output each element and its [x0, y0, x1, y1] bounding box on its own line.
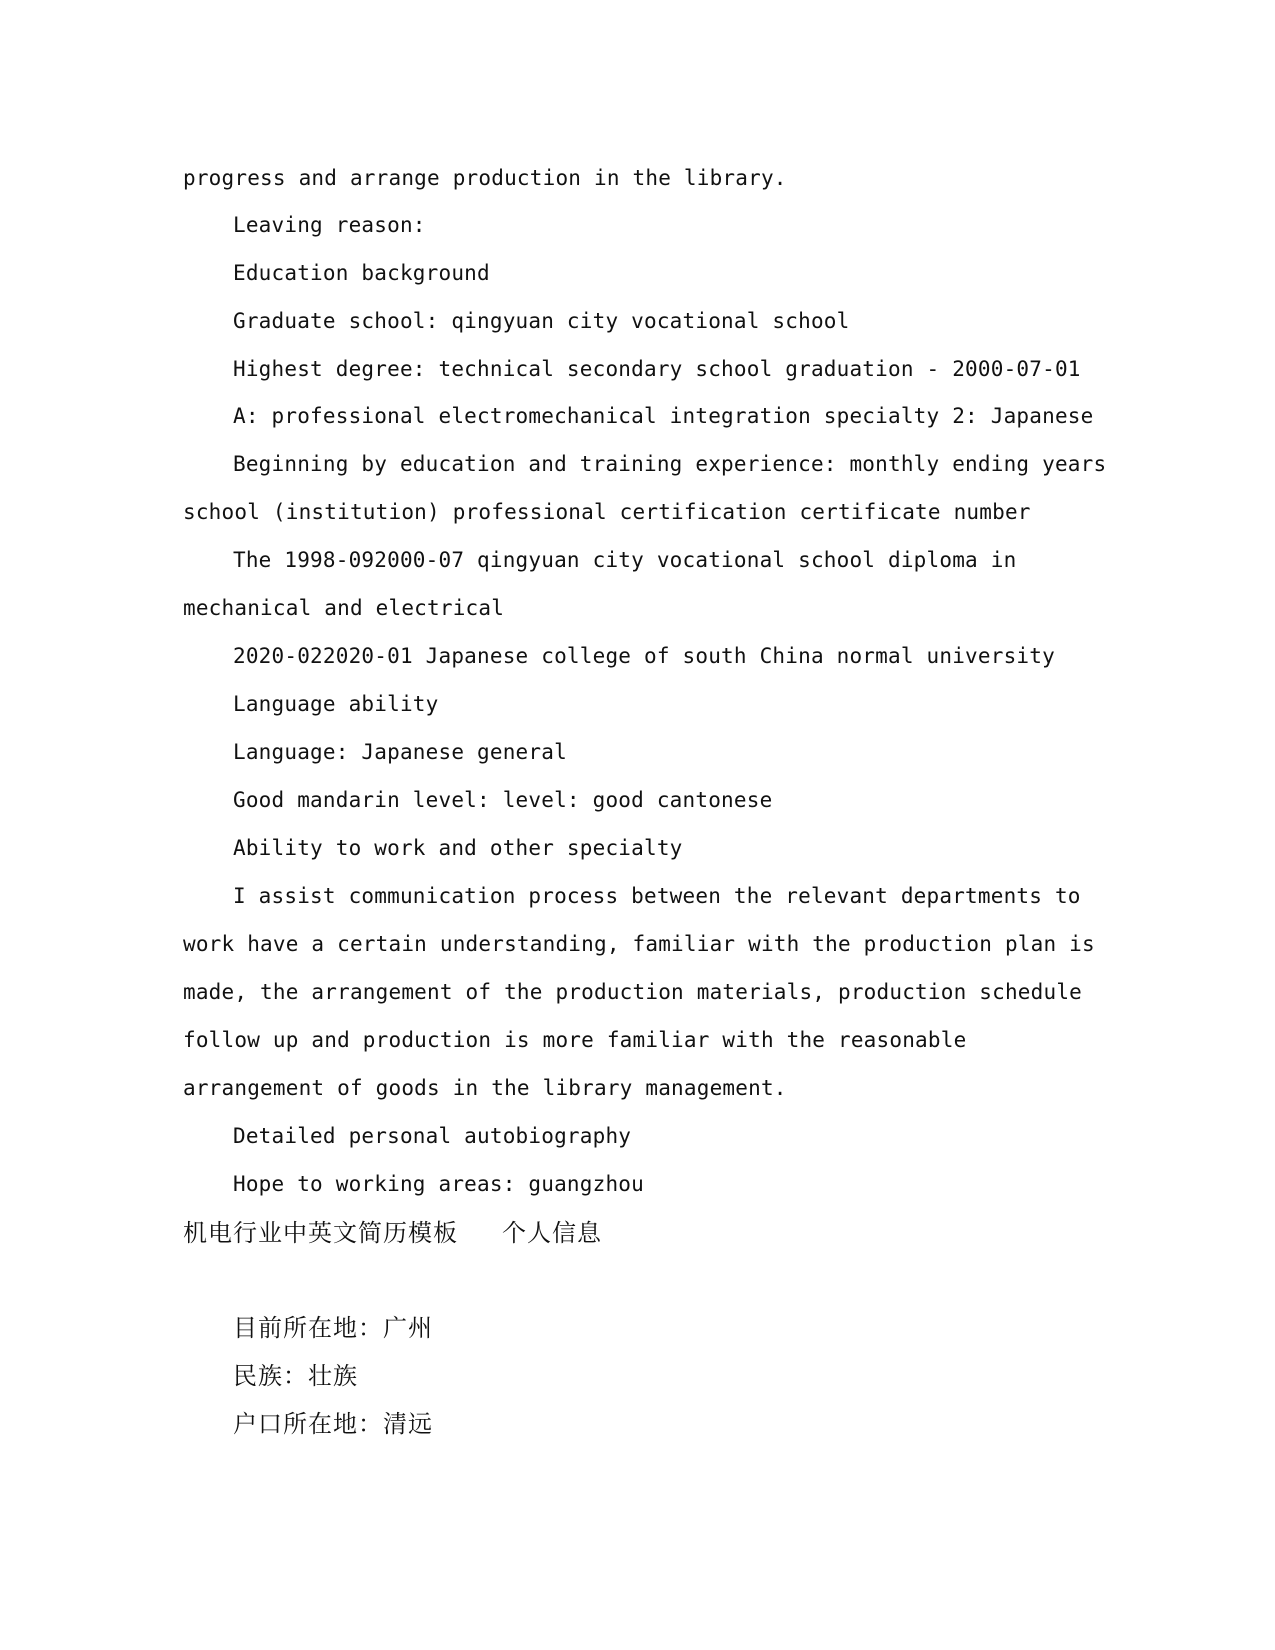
- text-line: follow up and production is more familiar with the reasonable: [183, 1028, 967, 1052]
- cn-text-line: 户口所在地：清远: [233, 1410, 433, 1438]
- cn-title-line: [183, 1218, 602, 1248]
- text-line: mechanical and electrical: [183, 596, 505, 620]
- text-line: I assist communication process between the relevant departments to: [233, 884, 1081, 908]
- section-heading: Education background: [233, 261, 490, 285]
- text-line: Hope to working areas: guangzhou: [233, 1172, 644, 1196]
- text-line: work have a certain understanding, familiar with the production plan is: [183, 932, 1095, 956]
- text-line: Highest degree: technical secondary school graduation - 2000-07-01: [233, 357, 1081, 381]
- text-line: The 1998-092000-07 qingyuan city vocational school diploma in: [233, 548, 1017, 572]
- text-line: 2020-022020-01 Japanese college of south China normal university: [233, 644, 1055, 668]
- text-line: Language: Japanese general: [233, 740, 567, 764]
- section-heading: Language ability: [233, 692, 439, 716]
- text-line: school (institution) professional certification certificate number: [183, 500, 1031, 524]
- text-line: arrangement of goods in the library management.: [183, 1076, 787, 1100]
- section-heading: Ability to work and other specialty: [233, 836, 683, 860]
- cn-section-heading: 个人信息: [502, 1219, 602, 1247]
- section-heading: Detailed personal autobiography: [233, 1124, 632, 1148]
- text-line: Leaving reason:: [233, 213, 426, 237]
- cn-text-line: 民族：壮族: [233, 1362, 358, 1390]
- cn-document-title: 机电行业中英文简历模板: [183, 1219, 458, 1247]
- text-line: Graduate school: qingyuan city vocational school: [233, 309, 850, 333]
- cn-text-line: 目前所在地：广州: [233, 1314, 433, 1342]
- text-line: made, the arrangement of the production materials, production schedule: [183, 980, 1083, 1004]
- text-line: Beginning by education and training experience: monthly ending years: [233, 452, 1107, 476]
- text-line: progress and arrange production in the library.: [183, 166, 787, 190]
- text-line: A: professional electromechanical integration specialty 2: Japanese: [233, 404, 1094, 428]
- text-line: Good mandarin level: level: good cantonese: [233, 788, 773, 812]
